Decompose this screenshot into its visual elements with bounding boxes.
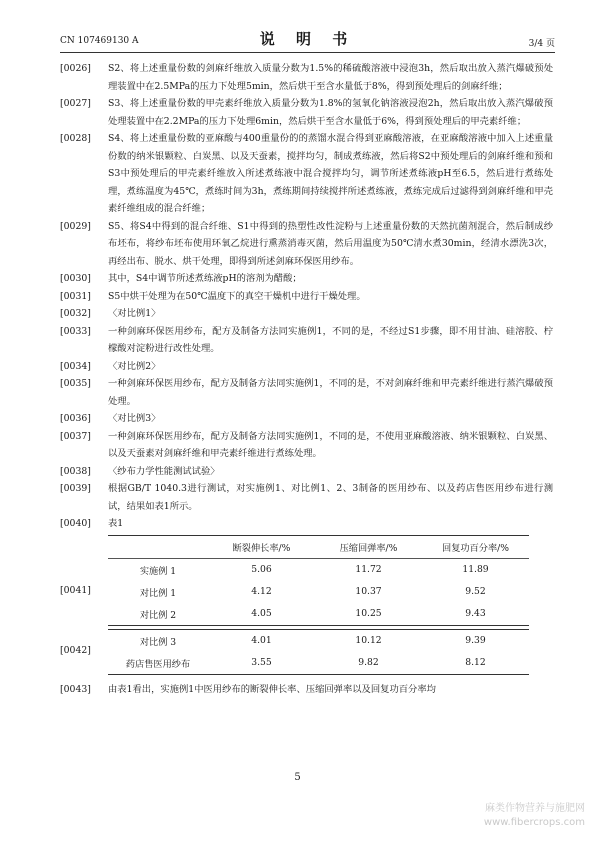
results-table: [108, 535, 529, 675]
table-cell: 对比例 3: [139, 636, 177, 648]
watermark: [484, 802, 585, 830]
paragraph-number: [0028]: [60, 133, 91, 144]
paragraph-number: [0035]: [60, 378, 91, 389]
table-row: [108, 603, 529, 625]
table-header-row: [108, 536, 529, 558]
paragraph: [60, 305, 553, 323]
paragraph: [60, 428, 553, 463]
paragraph-number: [0033]: [60, 325, 91, 337]
paragraph-text: 〈对比例2〉: [108, 360, 161, 372]
paragraph-number: [0027]: [60, 98, 91, 109]
paragraph-number: [0042]: [60, 644, 91, 656]
paragraph: [60, 480, 553, 515]
paragraph-number: [0041]: [60, 584, 91, 596]
paragraph-text: 一种剑麻环保医用纱布，配方及制备方法同实施例1，不同的是，不使用亚麻酸溶液、纳米银颗粒、白炭黑、以及天蚕素对剑麻纤维和甲壳素纤维进行煮练处理。: [108, 430, 553, 459]
paragraph: [60, 270, 553, 288]
table-group-1: [108, 559, 529, 625]
header-cell: 压缩回弹率/%: [339, 542, 398, 554]
paragraph: [60, 358, 553, 376]
paragraph-text: 〈对比例1〉: [108, 308, 161, 319]
paragraph-text: 其中，S4中调节所述煮练液pH的溶剂为醋酸；: [108, 273, 302, 284]
paragraph-number: [0037]: [60, 430, 91, 442]
table-cell: 9.39: [465, 635, 486, 646]
paragraph: [60, 60, 553, 95]
paragraph-text: 〈对比例3〉: [108, 413, 161, 424]
paragraph: [60, 375, 553, 410]
table-cell: 实施例 1: [139, 565, 177, 577]
paragraph-text: S5中烘干处理为在50℃温度下的真空干燥机中进行干燥处理。: [108, 290, 366, 302]
paragraph-text: S2、将上述重量份数的剑麻纤维放入质量分数为1.5%的稀硫酸溶液中浸泡3h，然后取出放入蒸汽爆破预处理装置中在2.5MPa的压力下处理5min，然后烘干至含水量低于8%，得到预处理后的剑麻纤维；: [108, 63, 553, 92]
paragraph-text: 一种剑麻环保医用纱布，配方及制备方法同实施例1，不同的是，不经过S1步骤，即不用甘油、硅溶胶、柠檬酸对淀粉进行改性处理。: [108, 325, 553, 354]
header-cell: 回复功百分率/%: [442, 542, 509, 554]
paragraph-number: [0031]: [60, 290, 91, 302]
table-cell: 10.25: [355, 608, 382, 619]
table-cell: 10.37: [355, 586, 382, 597]
paragraph-number: [0032]: [60, 308, 91, 319]
paragraph-number: [0040]: [60, 518, 91, 529]
paragraph: [60, 410, 553, 428]
paragraph-text: 由表1看出，实施例1中医用纱布的断裂伸长率、压缩回弹率以及回复功百分率均: [108, 683, 436, 695]
table-cell: 4.01: [251, 635, 272, 646]
table-row: [108, 630, 529, 652]
table-cell: 11.89: [462, 564, 489, 575]
patent-number: CN 107469130 A: [60, 36, 139, 46]
paragraph: [60, 95, 553, 130]
paragraph: [60, 218, 553, 271]
header-cell: 断裂伸长率/%: [232, 542, 291, 554]
paragraph-number: [0043]: [60, 683, 91, 695]
table-row: [108, 652, 529, 674]
table-cell: 4.05: [251, 608, 272, 619]
table-cell: 9.82: [358, 657, 379, 668]
page-header: [60, 28, 555, 53]
paragraph-number: [0029]: [60, 220, 91, 232]
paragraph-number: [0039]: [60, 483, 91, 494]
paragraph: [60, 515, 553, 533]
table-cell: 9.43: [465, 608, 486, 619]
paragraph-number: [0034]: [60, 360, 91, 372]
table-row: [108, 581, 529, 603]
paragraph: [60, 681, 553, 699]
paragraph-text: 〈纱布力学性能测试试验〉: [108, 465, 220, 477]
table-cell: 10.12: [355, 635, 382, 646]
table-cell: 8.12: [465, 657, 486, 668]
paragraph: [60, 463, 553, 481]
paragraph: [60, 130, 553, 218]
paragraph-text: 根据GB/T 1040.3进行测试，对实施例1、对比例1、2、3制备的医用纱布、以及药店售医用纱布进行测试，结果如表1所示。: [108, 483, 553, 512]
table-cell: 4.12: [251, 586, 272, 597]
paragraph-number: [0038]: [60, 465, 91, 477]
paragraph-text: S4、将上述重量份数的亚麻酸与400重量份的的蒸馏水混合得到亚麻酸溶液，在亚麻酸溶液中加入上述重量份数的纳米银颗粒、白炭黑、以及天蚕素，搅拌均匀，制成煮练液，然后将S2中预处理后的剑麻纤维和预和S3中预处理后的甲壳素纤维放入所述煮练液中混合搅拌均匀，调节所述煮练液pH至6.5，然后进行煮练处理，煮练温度为45℃，煮练时间为3h，煮练期间持续搅拌所述煮练液，煮练完成后过滤得到剑麻纤维和甲壳素纤维组成的混合纤维；: [108, 133, 553, 214]
document-title: 说 明 书: [259, 30, 356, 48]
paragraph-text: 表1: [108, 518, 124, 529]
paragraph-text: S3、将上述重量份数的甲壳素纤维放入质量分数为1.8%的氢氧化钠溶液浸泡2h，然后取出放入蒸汽爆破预处理装置中在2.2MPa的压力下处理6min，然后烘干至含水量低于6%，得到预处理后的甲壳素纤维；: [108, 98, 553, 127]
paragraph-number: [0030]: [60, 273, 91, 284]
watermark-line: www.fibercrops.com: [483, 817, 585, 828]
watermark-line: 麻类作物营养与施肥网: [485, 803, 585, 814]
results-table-section: [60, 535, 553, 675]
paragraph: [60, 288, 553, 306]
paragraph: [60, 323, 553, 358]
table-cell: 药店售医用纱布: [125, 658, 191, 670]
document-body: [60, 60, 553, 698]
paragraph-list: [60, 60, 553, 533]
paragraph-number: [0026]: [60, 63, 91, 74]
table-cell: 11.72: [355, 564, 382, 575]
table-cell: 5.06: [251, 564, 272, 575]
page-number: 5: [294, 772, 301, 783]
paragraph-text: 一种剑麻环保医用纱布，配方及制备方法同实施例1，不同的是，不对剑麻纤维和甲壳素纤维进行蒸汽爆破预处理。: [108, 378, 553, 407]
table-cell: 对比例 1: [139, 587, 177, 599]
table-group-2: [108, 630, 529, 674]
paragraph-text: S5、将S4中得到的混合纤维、S1中得到的热塑性改性淀粉与上述重量份数的天然抗菌剂混合，然后制成纱布坯布，将纱布坯布使用环氧乙烷进行熏蒸消毒灭菌，然后用温度为50℃清水煮30min，经清水漂洗3次，再经出布、脱水、烘干处理，即得到所述剑麻环保医用纱布。: [108, 220, 553, 267]
page-indicator: 3/4 页: [528, 39, 555, 49]
table-row: [108, 559, 529, 581]
table-cell: 对比例 2: [139, 609, 177, 621]
table-cell: 3.55: [251, 657, 272, 668]
table-cell: 9.52: [465, 586, 486, 597]
paragraph-number: [0036]: [60, 413, 91, 424]
